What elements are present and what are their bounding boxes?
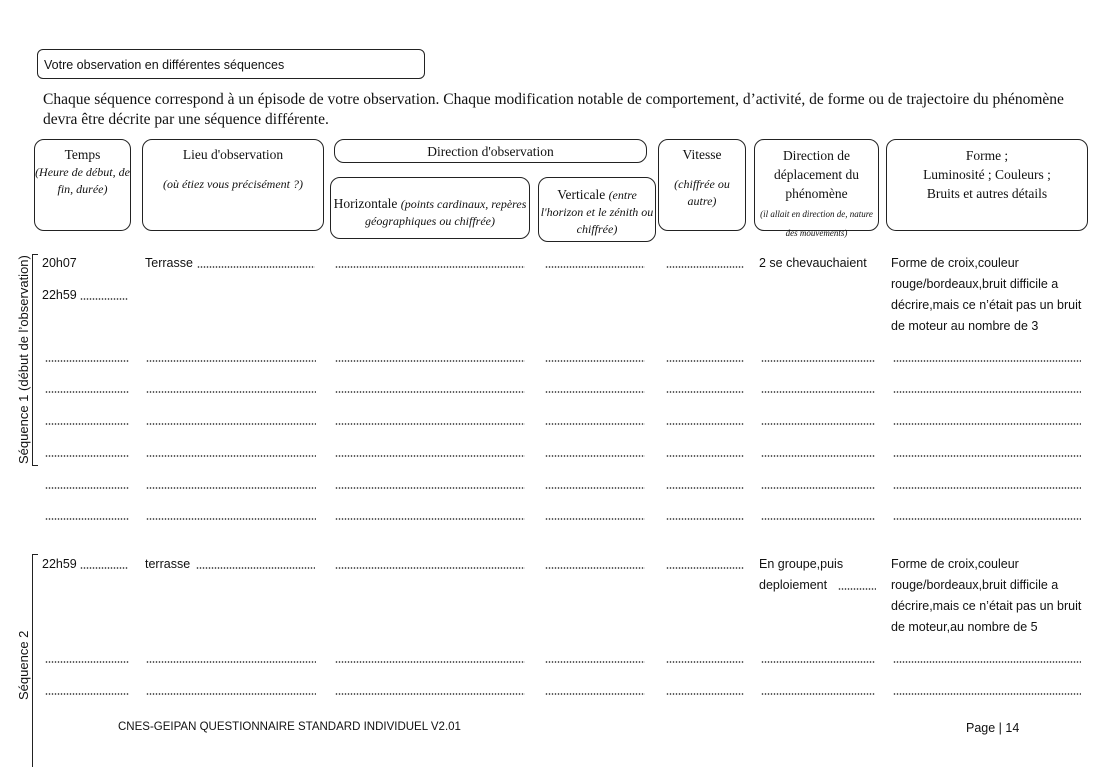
header-forme	[886, 139, 1088, 231]
seq1-vitesse-fill	[666, 256, 744, 268]
seq2-temps-fill	[80, 557, 128, 569]
blank-fill	[893, 413, 1081, 425]
blank-fill	[666, 683, 744, 695]
seq1-deplacement: 2 se chevauchaient	[759, 256, 867, 270]
blank-fill	[761, 381, 875, 393]
blank-fill	[893, 508, 1081, 520]
sequence-2-label: Séquence 2	[16, 630, 31, 700]
header-vitesse-title: Vitesse	[682, 147, 722, 162]
seq2-horizontale-fill	[335, 557, 525, 569]
blank-fill	[146, 651, 316, 663]
blank-fill	[761, 651, 875, 663]
section-title: Votre observation en différentes séquences	[37, 49, 425, 79]
seq1-temps-start: 20h07	[42, 256, 77, 270]
header-verticale	[538, 177, 656, 242]
blank-fill	[146, 413, 316, 425]
blank-fill	[335, 508, 525, 520]
header-temps-title: Temps	[64, 147, 101, 162]
header-vitesse	[658, 139, 746, 231]
blank-fill	[146, 477, 316, 489]
blank-fill	[666, 350, 744, 362]
seq1-temps-end-fill	[80, 288, 128, 300]
header-lieu-sub: (où étiez vous précisément ?)	[163, 177, 303, 191]
sequence-1-label: Séquence 1 (début de l’observation)	[16, 255, 31, 464]
blank-fill	[761, 413, 875, 425]
blank-fill	[146, 508, 316, 520]
blank-fill	[45, 350, 129, 362]
header-forme-line3: Bruits et autres détails	[926, 186, 1048, 201]
blank-fill	[666, 381, 744, 393]
blank-fill	[146, 350, 316, 362]
blank-fill	[335, 445, 525, 457]
seq1-temps-end: 22h59	[42, 288, 77, 302]
blank-fill	[45, 477, 129, 489]
seq2-temps-start: 22h59	[42, 557, 77, 571]
blank-fill	[545, 445, 645, 457]
header-forme-line1: Forme ;	[965, 148, 1009, 163]
blank-fill	[893, 381, 1081, 393]
header-direction-title: Direction d'observation	[427, 144, 554, 159]
sequence-2-bracket	[32, 554, 38, 767]
blank-fill	[666, 445, 744, 457]
blank-fill	[761, 508, 875, 520]
blank-fill	[893, 445, 1081, 457]
header-temps	[34, 139, 131, 231]
blank-fill	[761, 445, 875, 457]
blank-fill	[893, 350, 1081, 362]
blank-fill	[335, 350, 525, 362]
header-deplacement-title: Direction de déplacement du phénomène	[773, 148, 860, 201]
blank-fill	[545, 413, 645, 425]
blank-fill	[666, 413, 744, 425]
header-direction	[334, 139, 647, 163]
header-vitesse-sub: (chiffrée ou autre)	[674, 177, 730, 208]
seq1-lieu: Terrasse	[145, 256, 193, 270]
blank-fill	[761, 683, 875, 695]
header-forme-line2: Luminosité ; Couleurs ;	[923, 167, 1051, 182]
blank-fill	[335, 651, 525, 663]
blank-fill	[146, 445, 316, 457]
blank-fill	[45, 508, 129, 520]
blank-fill	[545, 651, 645, 663]
header-verticale-title: Verticale	[557, 187, 606, 202]
seq1-horizontale-fill	[335, 256, 525, 268]
footer-title: CNES-GEIPAN QUESTIONNAIRE STANDARD INDIVIDUEL V2.01	[118, 721, 461, 733]
header-temps-sub: (Heure de début, de fin, durée)	[35, 165, 130, 196]
header-deplacement	[754, 139, 879, 238]
seq2-lieu-fill	[196, 557, 315, 569]
blank-fill	[335, 413, 525, 425]
blank-fill	[146, 683, 316, 695]
seq2-deplacement-fill	[838, 578, 876, 590]
blank-fill	[335, 477, 525, 489]
blank-fill	[545, 508, 645, 520]
header-lieu-title: Lieu d'observation	[182, 147, 284, 162]
blank-fill	[146, 381, 316, 393]
blank-fill	[45, 683, 129, 695]
blank-fill	[45, 413, 129, 425]
blank-fill	[893, 477, 1081, 489]
blank-fill	[893, 651, 1081, 663]
seq2-verticale-fill	[545, 557, 645, 569]
seq2-forme: Forme de croix,couleur rouge/bordeaux,bruit difficile a décrire,mais ce n’était pas un bruit de moteur,au nombre de 5	[891, 557, 1082, 634]
blank-fill	[545, 683, 645, 695]
blank-fill	[335, 683, 525, 695]
blank-fill	[545, 381, 645, 393]
blank-fill	[666, 651, 744, 663]
header-horizontale	[330, 177, 530, 239]
header-horizontale-sub: (points cardinaux, repères géographiques ou chiffrée)	[365, 197, 527, 228]
header-horizontale-title: Horizontale	[333, 196, 398, 211]
blank-fill	[545, 477, 645, 489]
header-verticale-sub: (entre l'horizon et le zénith ou chiffrée)	[540, 188, 654, 236]
blank-fill	[45, 381, 129, 393]
seq2-deplacement-line1: En groupe,puis	[759, 557, 844, 571]
blank-fill	[666, 477, 744, 489]
blank-fill	[666, 508, 744, 520]
header-lieu	[142, 139, 324, 231]
blank-fill	[45, 651, 129, 663]
intro-text: Chaque séquence correspond à un épisode de votre observation. Chaque modification notable de comportement, d’activité, de forme ou de trajectoire du phénomène devra être décrite par une séquence différente.	[43, 91, 1064, 128]
sequence-1-bracket	[32, 254, 38, 466]
blank-fill	[45, 445, 129, 457]
header-deplacement-sub: (il allait en direction de, nature des mouvements)	[760, 209, 873, 238]
blank-fill	[761, 350, 875, 362]
seq2-lieu: terrasse	[145, 557, 191, 571]
blank-fill	[761, 477, 875, 489]
seq1-lieu-fill	[197, 256, 315, 268]
blank-fill	[893, 683, 1081, 695]
blank-fill	[335, 381, 525, 393]
blank-fill	[545, 350, 645, 362]
seq2-vitesse-fill	[666, 557, 744, 569]
seq2-deplacement-line2: deploiement	[759, 578, 828, 592]
seq1-verticale-fill	[545, 256, 645, 268]
seq1-forme: Forme de croix,couleur rouge/bordeaux,bruit difficile a décrire,mais ce n’était pas un bruit de moteur au nombre de 3	[891, 256, 1082, 333]
page-number: Page | 14	[966, 721, 1020, 735]
